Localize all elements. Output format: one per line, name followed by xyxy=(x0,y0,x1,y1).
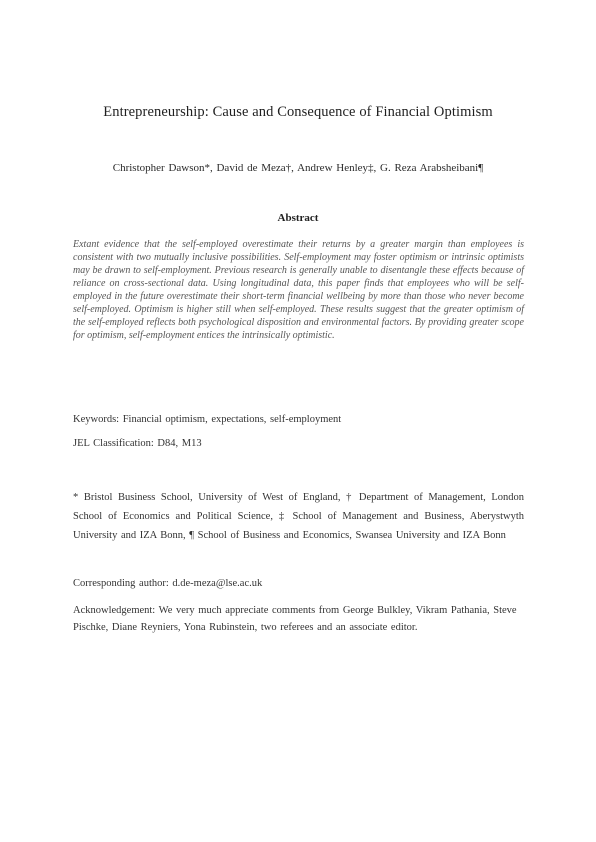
paper-title: Entrepreneurship: Cause and Consequence of Financial Optimism xyxy=(103,104,493,120)
keywords: Keywords: Financial optimism, expectations, self-employment xyxy=(73,414,342,425)
abstract-heading: Abstract xyxy=(277,212,319,224)
abstract-text: Extant evidence that the self-employed overestimate their returns by a greater margin than employees is consistent with two mutually inclusive possibilities. Self-employment may foster optimism or intrinsic optimists may be drawn to self-employment. Previous research is generally unable to disentangle these effects because of reliance on cross-sectional data. Using longitudinal data, this paper finds that employees who will be self-employed in the future overestimate their short-term financial wellbeing by more than those who never become self-employed. Optimism is higher still when self-employed. These results suggest that the greater optimism of the self-employed reflects both psychological disposition and environmental factors. By providing greater scope for optimism, self-employment entices the intrinsically optimistic. xyxy=(73,239,524,341)
affiliations: * Bristol Business School, University of West of England, † Department of Management, London School of Economics and Political Science, ‡ School of Management and Business, Aberystwyth University and IZA Bonn, ¶ School of Business and Economics, Swansea University and IZA Bonn xyxy=(73,492,524,541)
acknowledgement: Acknowledgement: We very much appreciate comments from George Bulkley, Vikram Pathania, Steve Pischke, Diane Reyniers, Yona Rubinstein, two referees and an associate editor. xyxy=(73,605,517,633)
corresponding-author: Corresponding author: d.de-meza@lse.ac.uk xyxy=(73,578,263,589)
jel-classification: JEL Classification: D84, M13 xyxy=(73,438,202,449)
author-list: Christopher Dawson*, David de Meza†, Andrew Henley‡, G. Reza Arabsheibani¶ xyxy=(112,162,484,174)
